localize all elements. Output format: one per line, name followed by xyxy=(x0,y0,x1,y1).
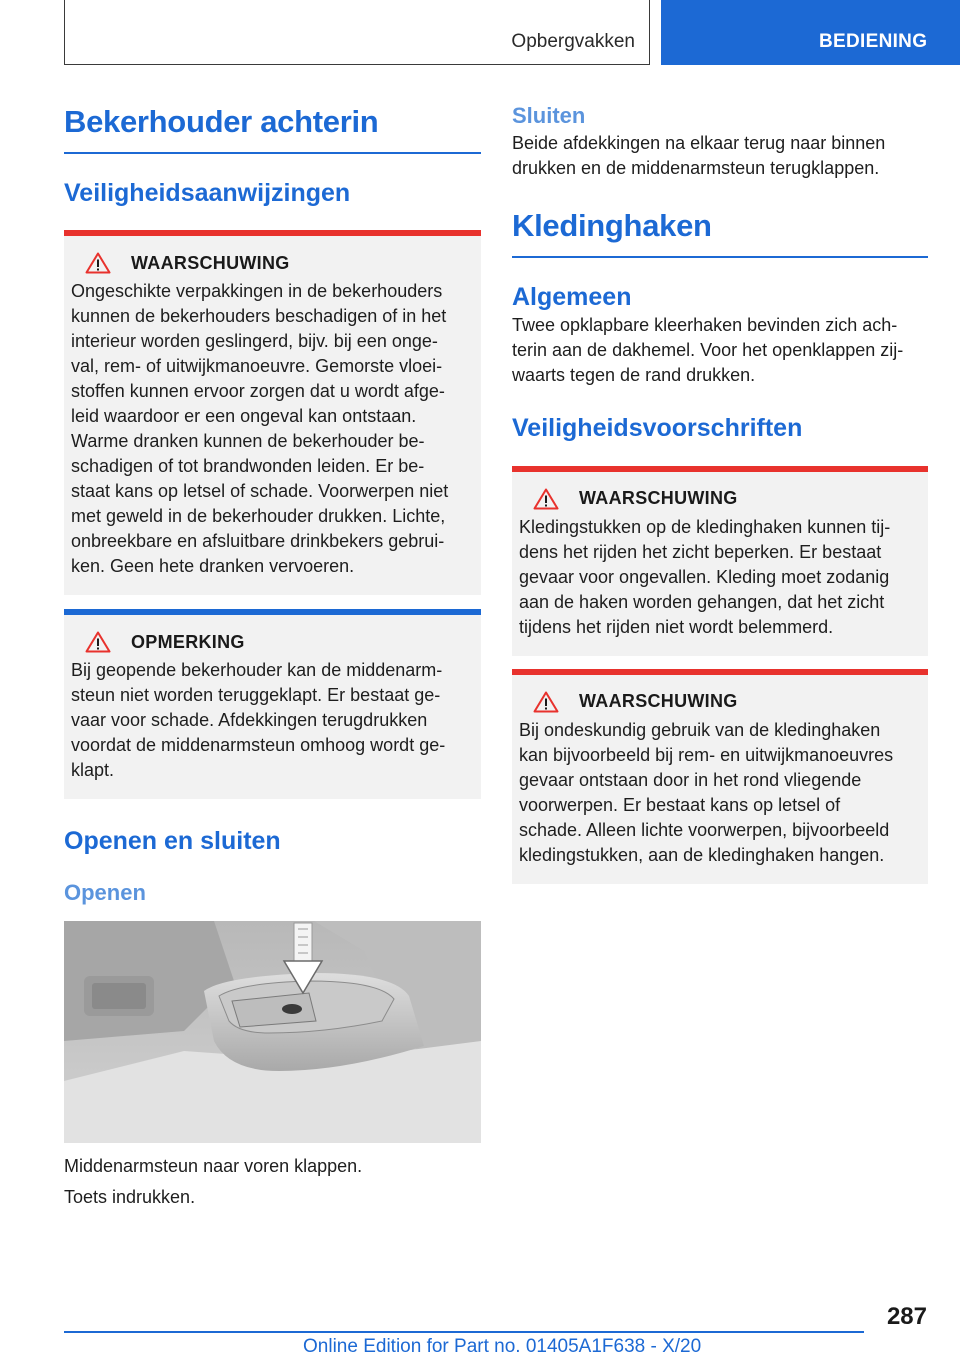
close-line: drukken en de middenarmsteun terugklappen. xyxy=(512,158,880,179)
header-section-title: Opbergvakken xyxy=(511,31,635,52)
step-fold-armrest: Middenarmsteun naar voren klappen. xyxy=(64,1155,363,1176)
warning-line: schade. Alleen lichte voorwerpen, bijvoorbeeld xyxy=(519,819,890,840)
warning-line: Bij ondeskundig gebruik van de kledinghaken xyxy=(519,719,881,740)
warning-line: kan bijvoorbeeld bij rem- en uitwijkmanoeuvres xyxy=(519,744,894,765)
note-triangle-icon xyxy=(85,631,111,653)
warning-line: kledingstukken, aan de kledinghaken hangen. xyxy=(519,844,885,865)
warning-box-hooks-misuse xyxy=(512,669,928,884)
general-line: terin aan de dakhemel. Voor het openklappen zij- xyxy=(512,340,904,361)
section-title-cupholder: Bekerhouder achterin xyxy=(64,104,379,139)
left-column xyxy=(64,98,481,1210)
note-line: Bij geopende bekerhouder kan de middenarm- xyxy=(71,660,443,681)
header-chapter-tab xyxy=(661,0,960,65)
heading-general: Algemeen xyxy=(512,282,632,311)
warning-line: onbreekbare en afsluitbare drinkbekers gebrui- xyxy=(71,531,445,552)
right-column xyxy=(512,98,928,884)
armrest-photo xyxy=(64,921,481,1143)
warning-line: ken. Geen hete dranken vervoeren. xyxy=(71,556,355,577)
warning-line: Warme dranken kunnen de bekerhouder be- xyxy=(71,431,425,452)
note-title: OPMERKING xyxy=(131,631,245,652)
warning-line: Ongeschikte verpakkingen in de bekerhouders xyxy=(71,281,443,302)
warning-line: schadigen of tot brandwonden leiden. Er be- xyxy=(71,456,425,477)
warning-triangle-icon xyxy=(533,488,559,510)
general-line: Twee opklapbare kleerhaken bevinden zich ach- xyxy=(512,315,898,336)
footer-edition-link[interactable]: Online Edition for Part no. 01405A1F638 - X/20 xyxy=(303,1336,702,1357)
warning-title: WAARSCHUWING xyxy=(579,488,738,509)
warning-line: voorwerpen. Er bestaat kans op letsel of xyxy=(519,794,841,815)
heading-open-close: Openen en sluiten xyxy=(64,827,281,856)
section-title-coat-hooks: Kledinghaken xyxy=(512,208,712,244)
heading-safety-regulations: Veiligheidsvoorschriften xyxy=(512,414,803,443)
warning-box-cupholder xyxy=(64,230,481,595)
title-rule xyxy=(64,152,481,154)
warning-triangle-icon xyxy=(85,252,111,274)
note-line: steun niet worden teruggeklapt. Er bestaat ge- xyxy=(71,685,441,706)
close-line: Beide afdekkingen na elkaar terug naar binnen xyxy=(512,133,886,154)
heading-open: Openen xyxy=(64,879,146,905)
heading-close: Sluiten xyxy=(512,103,586,128)
armrest-illustration xyxy=(64,921,481,1143)
warning-line: staat kans op letsel of schade. Voorwerpen niet xyxy=(71,481,449,502)
warning-line: gevaar ontstaan door in het rond vliegende xyxy=(519,769,862,790)
step-press-button: Toets indrukken. xyxy=(64,1186,196,1207)
note-line: vaar voor schade. Afdekkingen terugdrukken xyxy=(71,710,428,731)
warning-line: val, rem- of uitwijkmanoeuvre. Gemorste vloei- xyxy=(71,356,443,377)
page-number: 287 xyxy=(886,1303,927,1330)
warning-triangle-icon xyxy=(533,691,559,713)
warning-box-hooks-view xyxy=(512,466,928,656)
general-line: waarts tegen de rand drukken. xyxy=(512,365,756,386)
warning-line: stoffen kunnen ervoor zorgen dat u wordt afge- xyxy=(71,381,445,402)
title-rule xyxy=(512,256,928,258)
note-line: voordat de middenarmsteun omhoog wordt ge- xyxy=(71,735,446,756)
warning-line: tijdens het rijden niet wordt belemmerd. xyxy=(519,616,834,637)
warning-line: interieur worden geslingerd, bijv. bij een onge- xyxy=(71,331,438,352)
note-line: klapt. xyxy=(71,760,115,781)
heading-safety-instructions: Veiligheidsaanwijzingen xyxy=(64,178,351,207)
warning-title: WAARSCHUWING xyxy=(131,252,290,273)
header-section-tab xyxy=(64,0,650,65)
warning-line: met geweld in de bekerhouder drukken. Lichte, xyxy=(71,506,446,527)
warning-title: WAARSCHUWING xyxy=(579,691,738,712)
warning-line: Kledingstukken op de kledinghaken kunnen tij- xyxy=(519,516,891,537)
footer-rule xyxy=(64,1331,864,1333)
header-chapter-title: BEDIENING xyxy=(819,31,928,52)
warning-line: kunnen de bekerhouders beschadigen of in het xyxy=(71,306,447,327)
note-box-cupholder xyxy=(64,609,481,799)
warning-line: gevaar voor ongevallen. Kleding moet zodanig xyxy=(519,566,890,587)
warning-line: leid waardoor er een ongeval kan ontstaan. xyxy=(71,406,417,427)
warning-line: aan de haken worden gehangen, dat het zicht xyxy=(519,591,885,612)
warning-line: dens het rijden het zicht beperken. Er bestaat xyxy=(519,541,882,562)
